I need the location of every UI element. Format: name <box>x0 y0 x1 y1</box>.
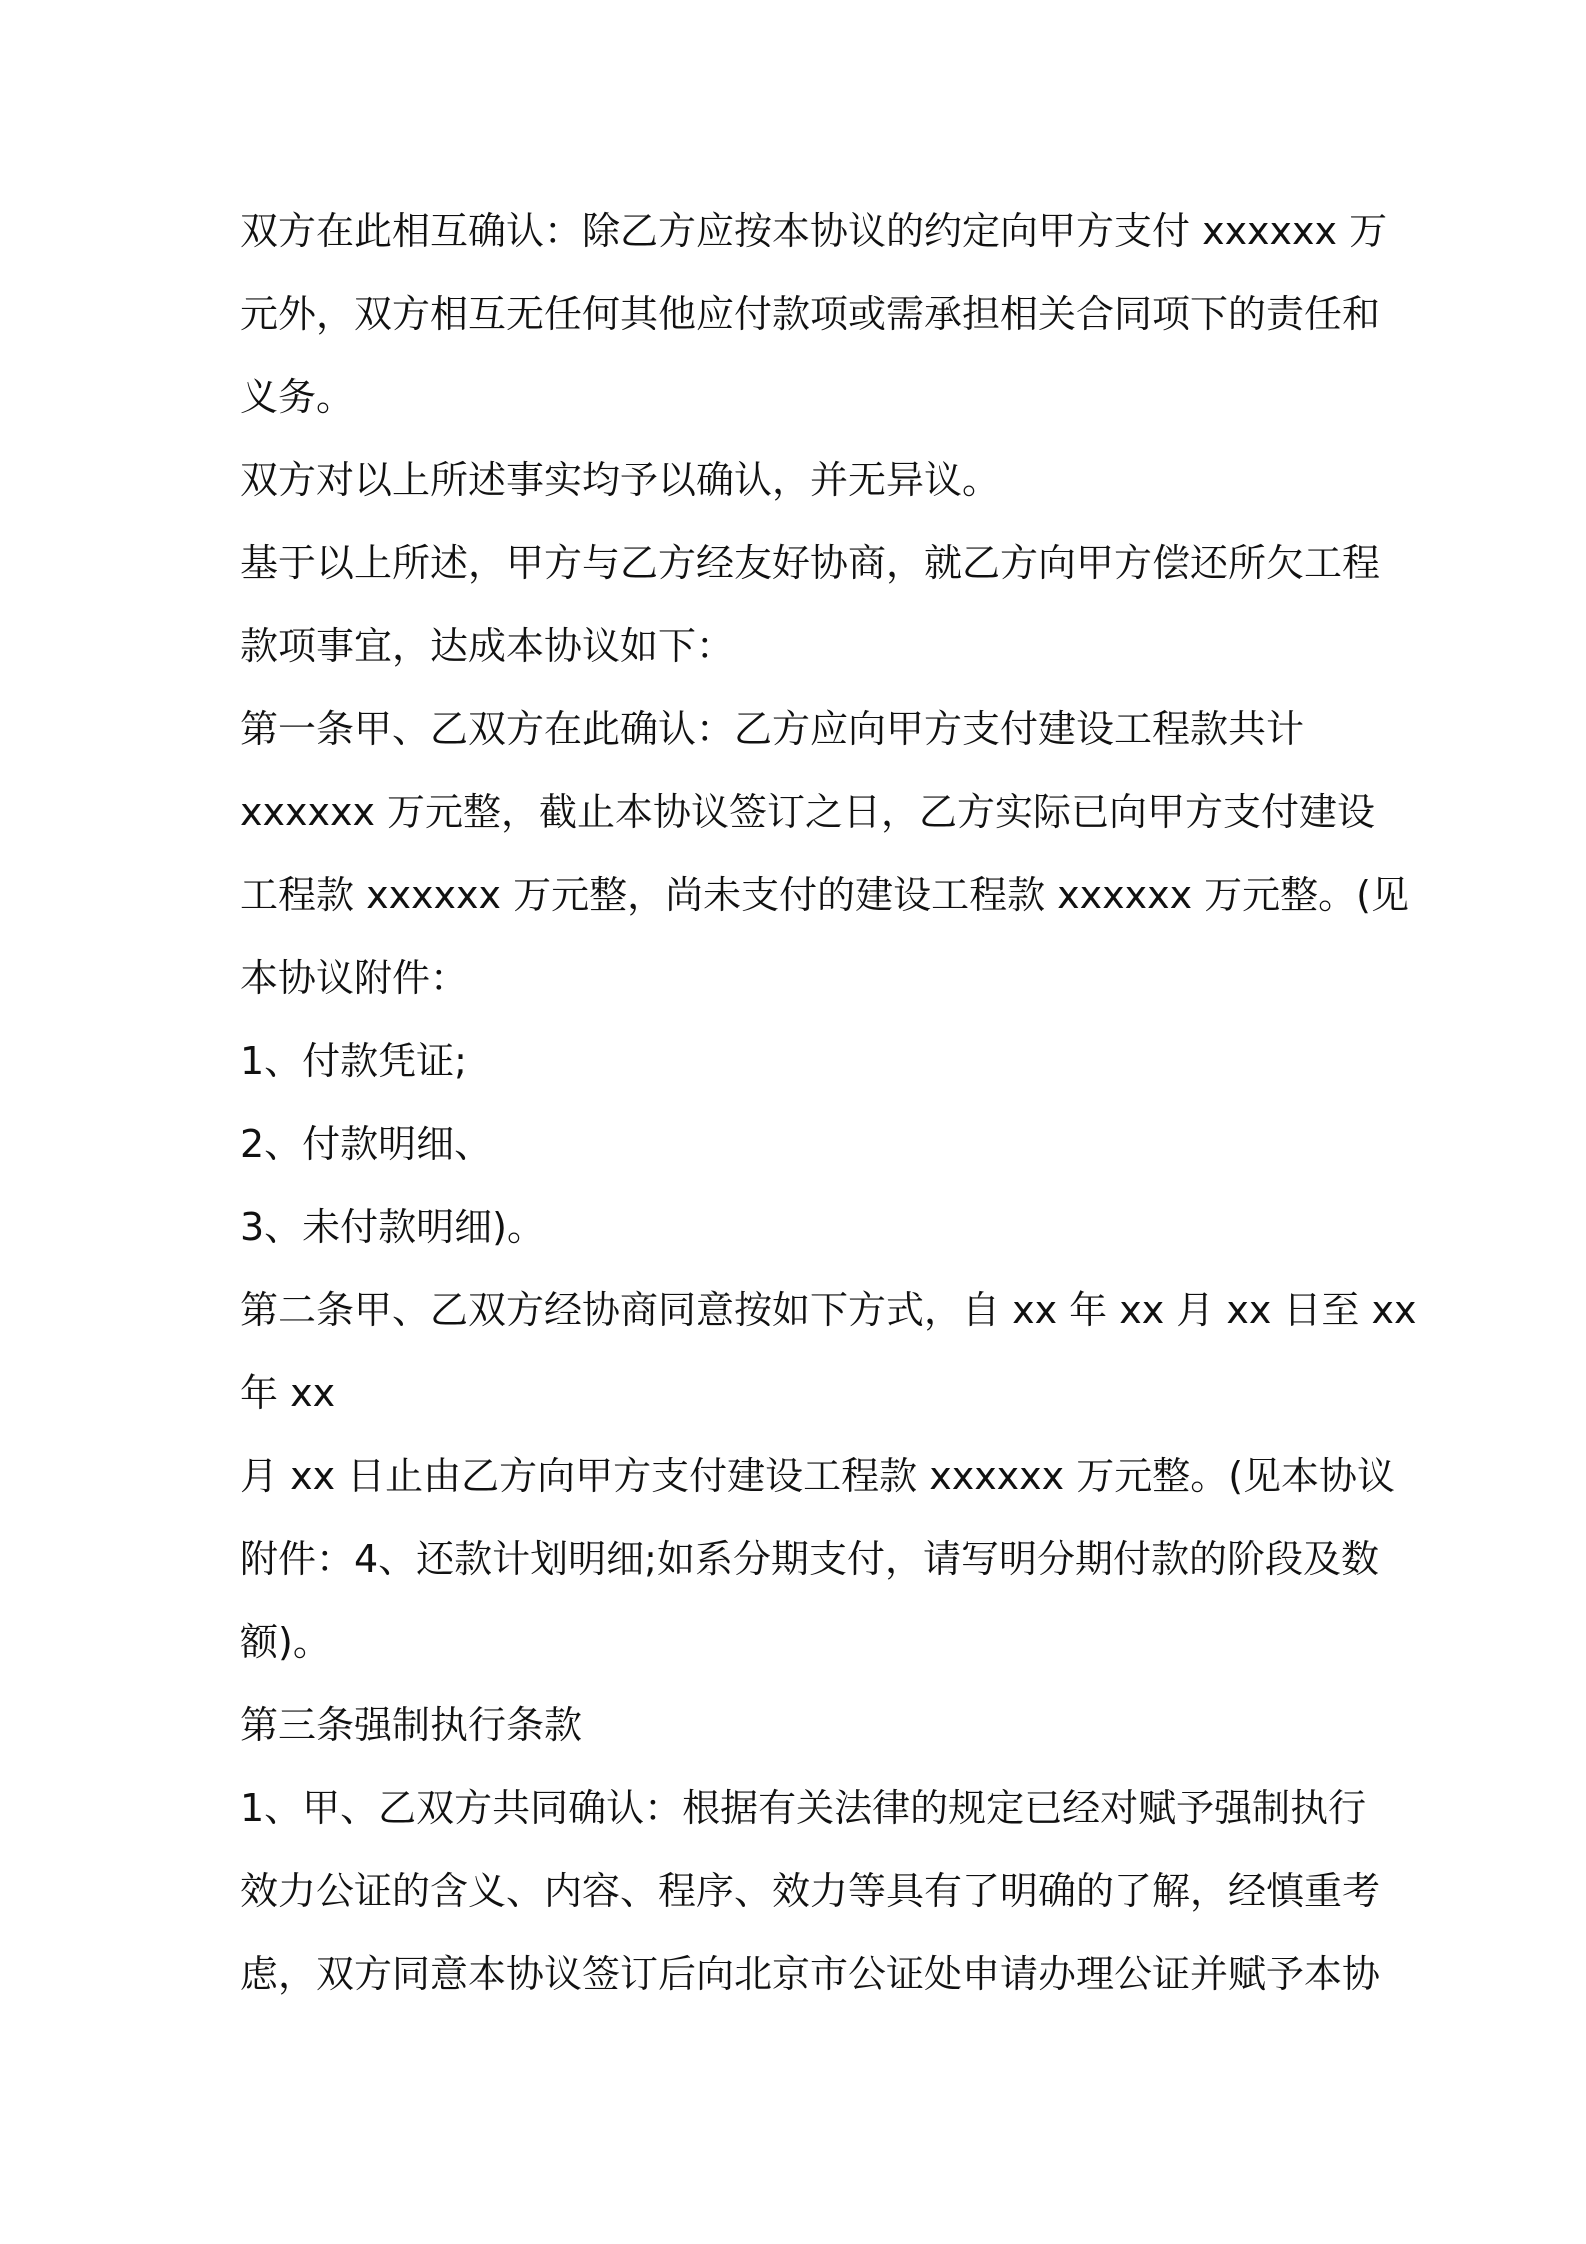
text-line-15: 年 xx <box>240 1371 336 1415</box>
text-line-12: 2、付款明细、 <box>240 1122 493 1166</box>
text-line-7: 第一条甲、乙双方在此确认：乙方应向甲方支付建设工程款共计 <box>240 707 1305 751</box>
text-line-3: 义务。 <box>240 375 355 419</box>
text-line-10: 本协议附件： <box>240 956 469 1000</box>
text-line-6: 款项事宜，达成本协议如下： <box>240 624 735 668</box>
text-line-18: 额)。 <box>240 1620 331 1664</box>
text-line-4: 双方对以上所述事实均予以确认，并无异议。 <box>240 458 1001 502</box>
text-line-19: 第三条强制执行条款 <box>240 1703 583 1747</box>
document-page <box>240 190 1417 2016</box>
text-line-20: 1、甲、乙双方共同确认：根据有关法律的规定已经对赋予强制执行 <box>240 1786 1367 1830</box>
text-line-2: 元外，双方相互无任何其他应付款项或需承担相关合同项下的责任和 <box>240 292 1381 336</box>
text-line-16: 月 xx 日止由乙方向甲方支付建设工程款 xxxxxx 万元整。(见本协议 <box>240 1454 1396 1498</box>
text-line-11: 1、付款凭证; <box>240 1039 467 1083</box>
text-line-13: 3、未付款明细)。 <box>240 1205 546 1249</box>
text-line-1: 双方在此相互确认：除乙方应按本协议的约定向甲方支付 xxxxxx 万 <box>240 209 1388 253</box>
text-line-8: xxxxxx 万元整，截止本协议签订之日，乙方实际已向甲方支付建设 <box>240 790 1376 834</box>
text-line-14: 第二条甲、乙双方经协商同意按如下方式，自 xx 年 xx 月 xx 日至 xx <box>240 1288 1417 1332</box>
text-line-5: 基于以上所述，甲方与乙方经友好协商，就乙方向甲方偿还所欠工程 <box>240 541 1381 585</box>
text-line-22: 虑，双方同意本协议签订后向北京市公证处申请办理公证并赋予本协 <box>240 1952 1381 1996</box>
text-line-21: 效力公证的含义、内容、程序、效力等具有了明确的了解，经慎重考 <box>240 1869 1381 1913</box>
text-line-9: 工程款 xxxxxx 万元整，尚未支付的建设工程款 xxxxxx 万元整。(见 <box>240 873 1410 917</box>
text-line-17: 附件：4、还款计划明细;如系分期支付，请写明分期付款的阶段及数 <box>240 1537 1379 1581</box>
